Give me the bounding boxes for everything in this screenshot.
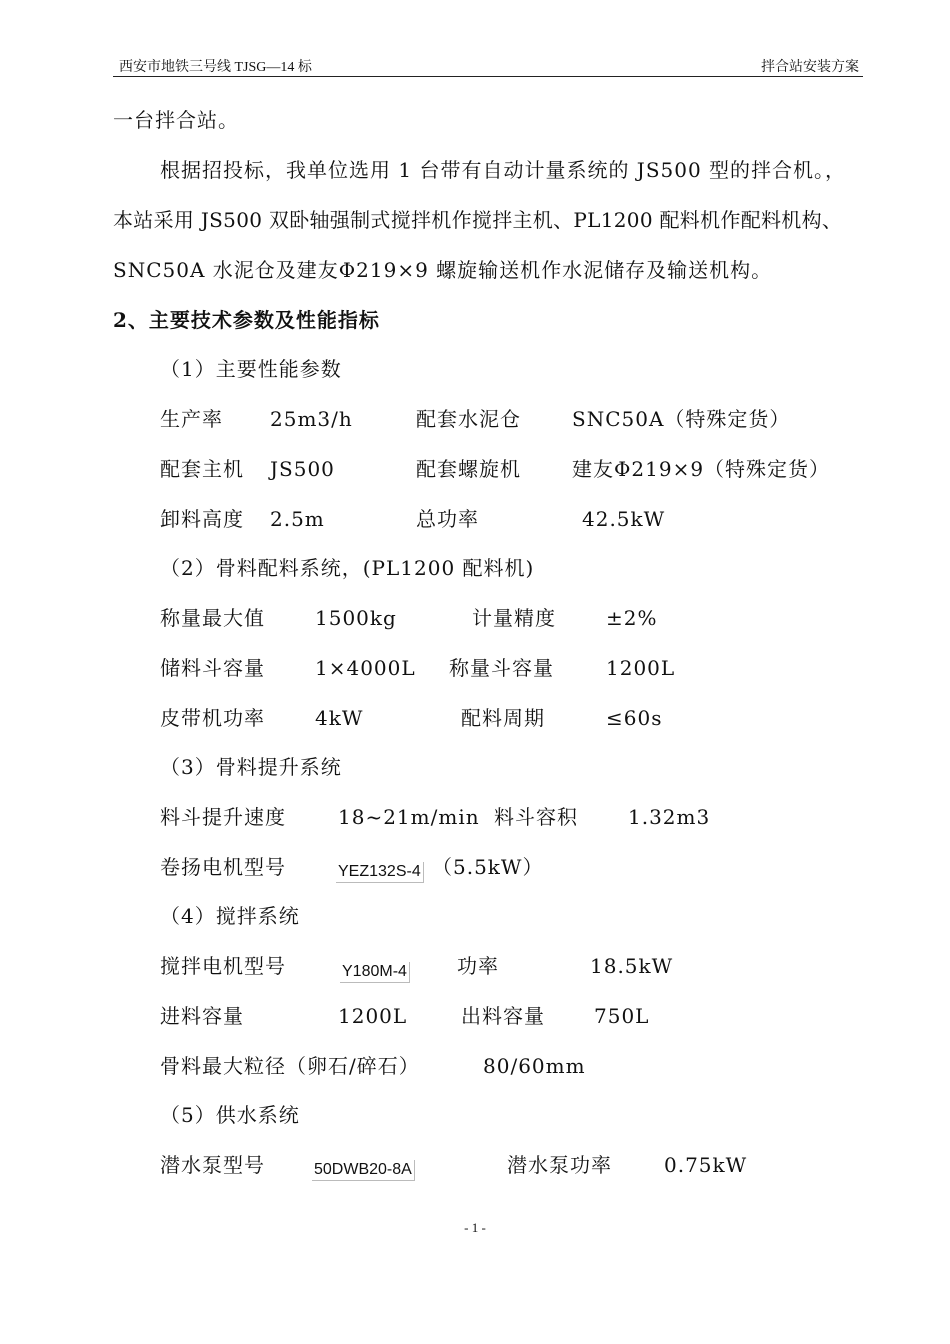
motor-model-box: Y180M-4 <box>340 962 410 983</box>
param-label: 料斗提升速度 <box>160 805 286 829</box>
param-label: 皮带机功率 <box>160 706 265 730</box>
page-header <box>113 56 863 77</box>
para-line-3: SNC50A 水泥仓及建友Φ219×9 螺旋输送机作水泥储存及输送机构。 <box>113 258 773 282</box>
subsection-title-5: （5）供水系统 <box>160 1103 300 1127</box>
param-label: 称量最大值 <box>160 606 265 630</box>
param-value: SNC50A（特殊定货） <box>572 407 791 431</box>
param-label: 配料周期 <box>461 706 545 730</box>
param-value: 18.5kW <box>590 954 674 978</box>
param-value: 2.5m <box>270 507 325 531</box>
page-number: - 1 - <box>464 1220 486 1235</box>
motor-model-box: YEZ132S-4 <box>336 862 424 883</box>
param-label: 卸料高度 <box>160 507 244 531</box>
param-value: 18~21m/min <box>338 805 480 829</box>
param-label: 出料容量 <box>461 1004 545 1028</box>
param-label: 进料容量 <box>160 1004 244 1028</box>
param-value: 4kW <box>315 706 364 730</box>
para-line-2: 本站采用 JS500 双卧轴强制式搅拌机作搅拌主机、PL1200 配料机作配料机构、 <box>113 208 843 232</box>
param-value: 750L <box>594 1004 650 1028</box>
subsection-title-2: （2）骨料配料系统，(PL1200 配料机) <box>160 556 535 580</box>
param-label: 配套主机 <box>160 457 244 481</box>
param-value: 0.75kW <box>664 1153 748 1177</box>
header-project-title: 西安市地铁三号线 TJSG—14 标 <box>119 60 312 75</box>
param-value: 25m3/h <box>270 407 353 431</box>
param-label: 潜水泵型号 <box>160 1153 265 1177</box>
param-label: 称量斗容量 <box>449 656 554 680</box>
param-value: ±2% <box>606 606 658 630</box>
param-value: 1200L <box>338 1004 408 1028</box>
para-line-0: 一台拌合站。 <box>113 108 239 132</box>
param-value: 1200L <box>606 656 676 680</box>
subsection-title-1: （1）主要性能参数 <box>160 357 342 381</box>
section-heading: 2、主要技术参数及性能指标 <box>113 308 380 332</box>
param-label: 功率 <box>457 954 499 978</box>
param-label: 配套螺旋机 <box>416 457 521 481</box>
param-label: 配套水泥仓 <box>416 407 521 431</box>
param-label: 计量精度 <box>472 606 556 630</box>
para-line-1: 根据招投标，我单位选用 1 台带有自动计量系统的 JS500 型的拌合机。， <box>160 158 847 182</box>
pump-model-box: 50DWB20-8A <box>312 1160 415 1181</box>
param-value: ≤60s <box>606 706 663 730</box>
header-document-title: 拌合站安装方案 <box>761 60 859 75</box>
param-label: 卷扬电机型号 <box>160 855 286 879</box>
param-value: （5.5kW） <box>432 855 544 879</box>
param-label: 储料斗容量 <box>160 656 265 680</box>
param-value: 80/60mm <box>483 1054 586 1078</box>
param-label: 料斗容积 <box>494 805 578 829</box>
param-label: 搅拌电机型号 <box>160 954 286 978</box>
param-label: 生产率 <box>160 407 223 431</box>
param-label: 总功率 <box>416 507 479 531</box>
param-value: 1500kg <box>315 606 397 630</box>
param-value: 1×4000L <box>315 656 416 680</box>
subsection-title-3: （3）骨料提升系统 <box>160 755 342 779</box>
subsection-title-4: （4）搅拌系统 <box>160 904 300 928</box>
param-value: 42.5kW <box>582 507 666 531</box>
param-value: 建友Φ219×9（特殊定货） <box>572 457 831 481</box>
param-label: 潜水泵功率 <box>507 1153 612 1177</box>
param-value: 1.32m3 <box>628 805 711 829</box>
param-label: 骨料最大粒径（卵石/碎石） <box>160 1054 420 1078</box>
param-value: JS500 <box>270 457 335 481</box>
